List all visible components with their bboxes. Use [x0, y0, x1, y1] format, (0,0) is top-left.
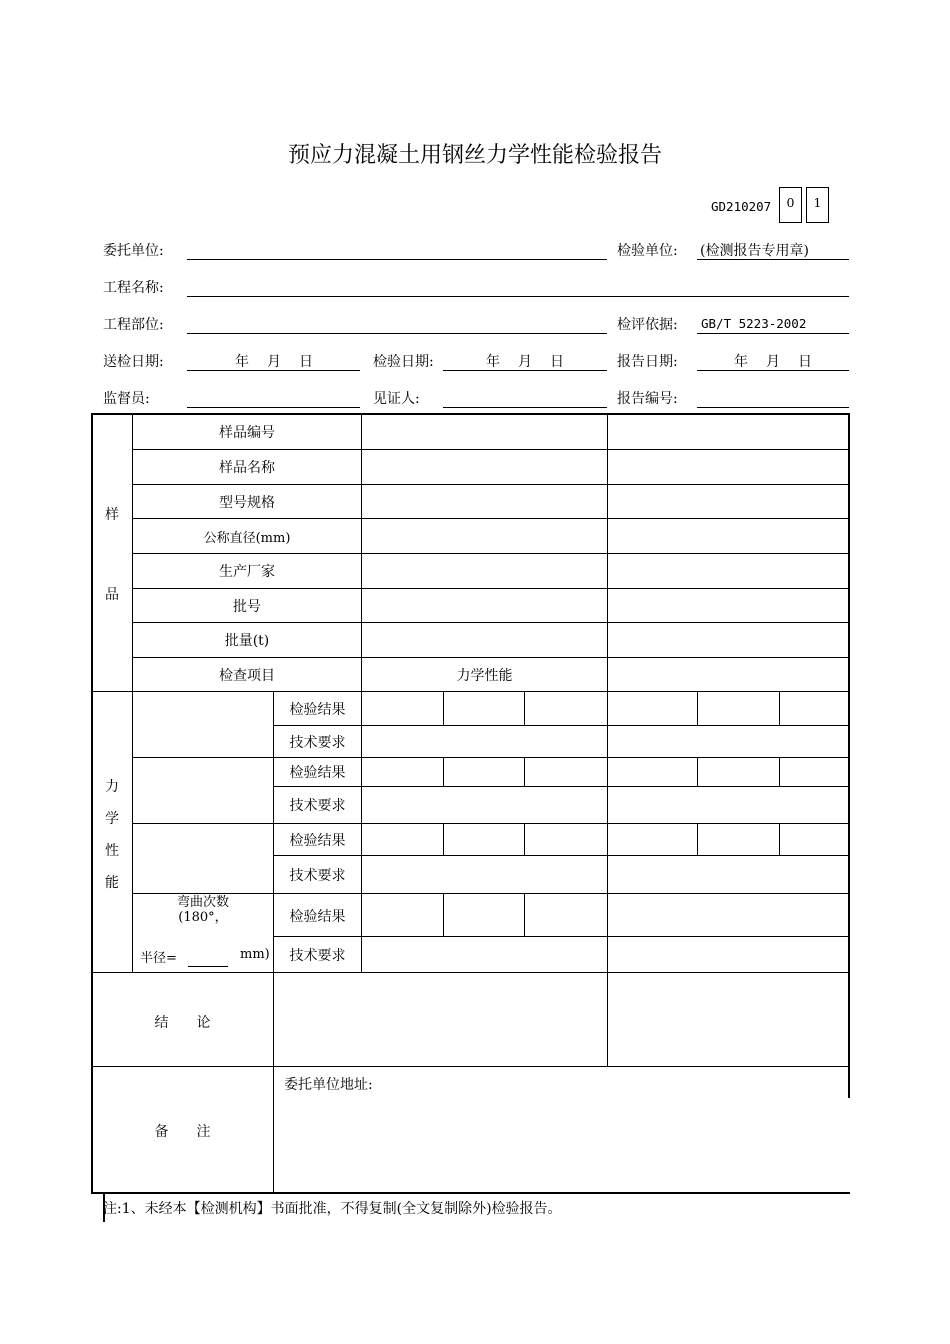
bend-radius-suffix: mm) — [240, 947, 270, 962]
row-sample-no: 样品编号 — [219, 425, 275, 441]
report-date-year: 年 — [734, 354, 748, 370]
project-field[interactable] — [187, 296, 849, 297]
check-item-value: 力学性能 — [456, 668, 513, 684]
lab-label: 检验单位: — [617, 243, 678, 259]
mech-group-char-4: 能 — [105, 875, 119, 891]
supervisor-field[interactable] — [187, 407, 360, 408]
part-field[interactable] — [187, 333, 607, 334]
report-date-field[interactable] — [697, 370, 849, 371]
result-label-2: 检验结果 — [289, 765, 346, 781]
submit-date-year: 年 — [235, 354, 249, 370]
lab-value: (检测报告专用章) — [700, 243, 809, 259]
row-batch-no: 批号 — [233, 599, 261, 615]
bend-radius-field[interactable] — [188, 966, 228, 967]
report-date-day: 日 — [798, 354, 812, 370]
result-label-4: 检验结果 — [289, 909, 346, 925]
report-date-label: 报告日期: — [617, 354, 678, 370]
form-code: GD210207 — [711, 199, 772, 214]
bend-angle-label: (180°， — [178, 910, 228, 925]
conclusion-label: 结 论 — [154, 1015, 211, 1031]
client-label: 委托单位: — [103, 243, 164, 259]
result-label-1: 检验结果 — [289, 702, 346, 718]
requirement-label-3: 技术要求 — [289, 868, 346, 884]
mech-group-char-3: 性 — [105, 843, 119, 859]
requirement-label-2: 技术要求 — [289, 798, 346, 814]
mech-group-char-2: 学 — [105, 811, 119, 827]
report-no-label: 报告编号: — [617, 391, 678, 407]
page-title: 预应力混凝土用钢丝力学性能检验报告 — [287, 143, 662, 168]
project-label: 工程名称: — [103, 280, 164, 296]
sample-group-char-2: 品 — [105, 587, 119, 603]
remarks-label: 备 注 — [154, 1124, 211, 1140]
test-date-day: 日 — [550, 354, 564, 370]
requirement-label-4: 技术要求 — [289, 948, 346, 964]
mech-group-char-1: 力 — [105, 779, 119, 795]
basis-value: GB/T 5223-2002 — [701, 316, 807, 331]
sample-group-char-1: 样 — [105, 507, 119, 523]
client-field[interactable] — [187, 259, 607, 260]
footnote: 注:1、未经本【检测机构】书面批准，不得复制(全文复制除外)检验报告。 — [103, 1201, 562, 1217]
row-nominal-diameter: 公称直径(mm) — [203, 531, 291, 546]
report-date-month: 月 — [766, 354, 780, 370]
row-model-spec: 型号规格 — [219, 495, 275, 511]
row-batch-qty: 批量(t) — [224, 633, 270, 649]
submit-date-field[interactable] — [187, 370, 360, 371]
test-date-label: 检验日期: — [373, 354, 434, 370]
supervisor-label: 监督员: — [103, 391, 150, 407]
code-box-2: 1 — [806, 187, 829, 223]
report-no-field[interactable] — [697, 407, 849, 408]
row-sample-name: 样品名称 — [219, 460, 275, 476]
part-label: 工程部位: — [103, 317, 164, 333]
bend-radius-prefix: 半径= — [140, 951, 177, 966]
test-date-month: 月 — [518, 354, 532, 370]
row-manufacturer: 生产厂家 — [219, 564, 275, 580]
submit-date-month: 月 — [267, 354, 281, 370]
basis-field[interactable] — [697, 333, 849, 334]
bend-count-label: 弯曲次数 — [176, 895, 229, 910]
code-box-1: 0 — [779, 187, 802, 223]
result-label-3: 检验结果 — [289, 833, 346, 849]
row-check-item: 检查项目 — [219, 668, 275, 684]
requirement-label-1: 技术要求 — [289, 735, 346, 751]
test-date-year: 年 — [486, 354, 500, 370]
lab-field[interactable] — [697, 259, 849, 260]
witness-label: 见证人: — [373, 391, 420, 407]
submit-date-day: 日 — [299, 354, 313, 370]
basis-label: 检评依据: — [617, 317, 678, 333]
submit-date-label: 送检日期: — [103, 354, 164, 370]
remarks-content: 委托单位地址: — [284, 1077, 373, 1093]
witness-field[interactable] — [443, 407, 607, 408]
test-date-field[interactable] — [443, 370, 607, 371]
